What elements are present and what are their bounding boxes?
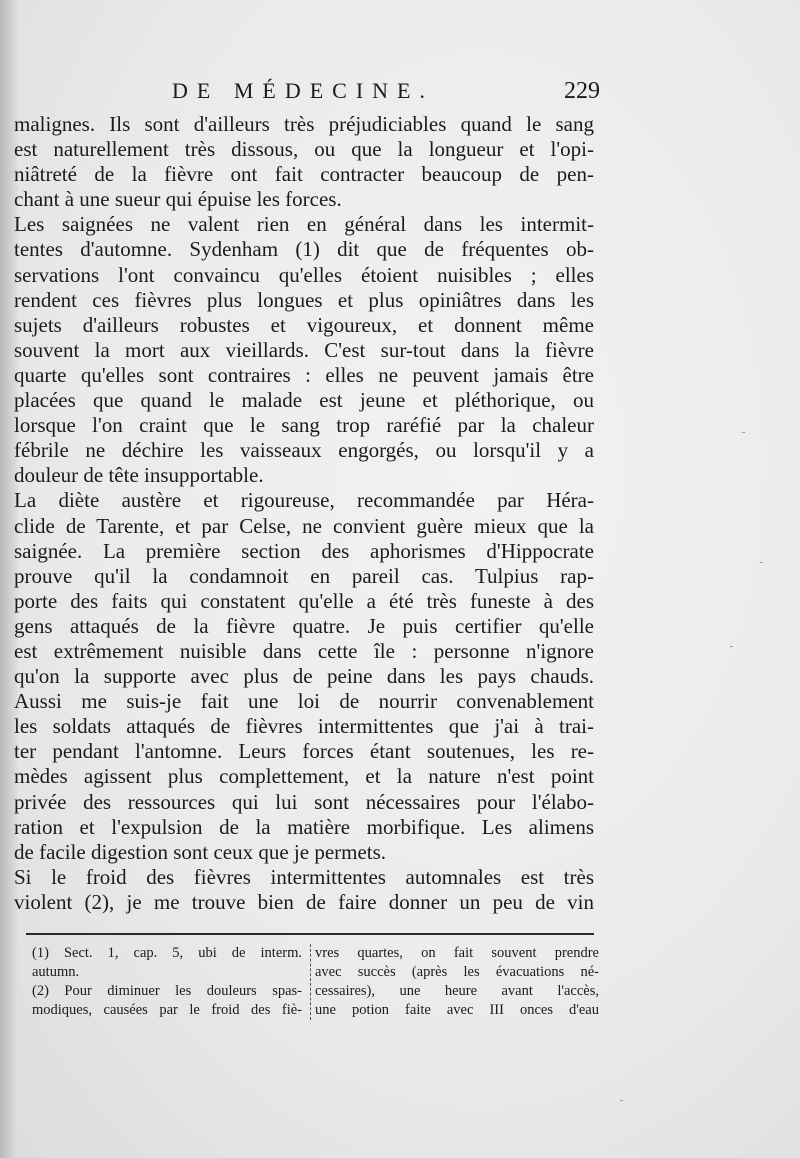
- text-line: lorsque l'on craint que le sang trop raréfié par la chaleur: [14, 413, 594, 438]
- text-line: Si le froid des fièvres intermittentes automnales est très: [14, 864, 594, 889]
- body-text: [14, 112, 594, 915]
- footnote-line: (2) Pour diminuer les douleurs spas-: [32, 983, 302, 999]
- text-line: est naturellement très dissous, ou que la longueur et l'opi-: [14, 137, 594, 162]
- paper-speck: [730, 646, 733, 647]
- footnote-line: cessaires), une heure avant l'accès,: [315, 983, 599, 999]
- footnotes: [32, 944, 599, 1024]
- footnote-line: une potion faite avec III onces d'eau: [315, 1002, 599, 1018]
- page-number: 229: [564, 78, 600, 104]
- text-line: violent (2), je me trouve bien de faire donner un peu de vin: [14, 889, 594, 914]
- running-title: DE MÉDECINE.: [172, 78, 434, 103]
- text-line: souvent la mort aux vieillards. C'est sur-tout dans la fièvre: [14, 337, 594, 362]
- text-line: mèdes agissent plus complettement, et la nature n'est point: [14, 764, 594, 789]
- text-line: ration et l'expulsion de la matière morbifique. Les alimens: [14, 814, 594, 839]
- footnote-column-right: [310, 944, 599, 1020]
- text-line: qu'on la supporte avec plus de peine dans les pays chauds.: [14, 664, 594, 689]
- text-line: ter pendant l'antomne. Leurs forces étant soutenues, les re-: [14, 739, 594, 764]
- text-line: saignée. La première section des aphorismes d'Hippocrate: [14, 538, 594, 563]
- text-line: sujets d'ailleurs robustes et vigoureux, et donnent même: [14, 312, 594, 337]
- text-line: privée des ressources qui lui sont nécessaires pour l'élabo-: [14, 789, 594, 814]
- text-line: gens attaqués de la fièvre quatre. Je puis certifier qu'elle: [14, 613, 594, 638]
- text-line: de facile digestion sont ceux que je permets.: [14, 839, 387, 864]
- text-line: malignes. Ils sont d'ailleurs très préjudiciables quand le sang: [14, 112, 594, 136]
- text-line: prouve qu'il la condamnoit en pareil cas. Tulpius rap-: [14, 563, 594, 588]
- text-line: est extrêmement nuisible dans cette île : personne n'ignore: [14, 638, 594, 663]
- text-line: chant à une sueur qui épuise les forces.: [14, 187, 342, 212]
- footnote-rule: [26, 933, 594, 935]
- text-line: Aussi me suis-je fait une loi de nourrir convenablement: [14, 689, 594, 714]
- text-line: Les saignées ne valent rien en général dans les intermit-: [14, 212, 594, 237]
- text-line: quarte qu'elles sont contraires : elles ne peuvent jamais être: [14, 362, 594, 387]
- text-line: les soldats attaqués de fièvres intermittentes que j'ai à trai-: [14, 714, 594, 739]
- paper-speck: [760, 562, 763, 563]
- footnote-line: vres quartes, on fait souvent prendre: [315, 945, 599, 961]
- text-line: tentes d'automne. Sydenham (1) dit que de fréquentes ob-: [14, 237, 594, 262]
- text-line: douleur de tête insupportable.: [14, 463, 264, 488]
- text-line: placées que quand le malade est jeune et pléthorique, ou: [14, 388, 594, 413]
- page-header: [172, 78, 600, 114]
- text-line: servations l'ont convaincu qu'elles étoient nuisibles ; elles: [14, 262, 594, 287]
- text-line: rendent ces fièvres plus longues et plus opiniâtres dans les: [14, 287, 594, 312]
- text-line: niâtreté de la fièvre ont fait contracter beaucoup de pen-: [14, 162, 594, 187]
- footnote-line: avec succès (après les évacuations né-: [315, 964, 599, 980]
- footnote-line: modiques, causées par le froid des fiè-: [32, 1002, 302, 1018]
- footnote-line: (1) Sect. 1, cap. 5, ubi de interm.: [32, 945, 302, 961]
- footnote-column-left: [32, 944, 302, 1020]
- footnote-line: autumn.: [32, 964, 80, 980]
- text-line: La diète austère et rigoureuse, recommandée par Héra-: [14, 488, 594, 513]
- paper-speck: [742, 432, 745, 433]
- paper-speck: [620, 1100, 623, 1101]
- text-line: fébrile ne déchire les vaisseaux engorgés, ou lorsqu'il y a: [14, 438, 594, 463]
- text-line: clide de Tarente, et par Celse, ne convient guère mieux que la: [14, 513, 594, 538]
- text-line: porte des faits qui constatent qu'elle a été très funeste à des: [14, 588, 594, 613]
